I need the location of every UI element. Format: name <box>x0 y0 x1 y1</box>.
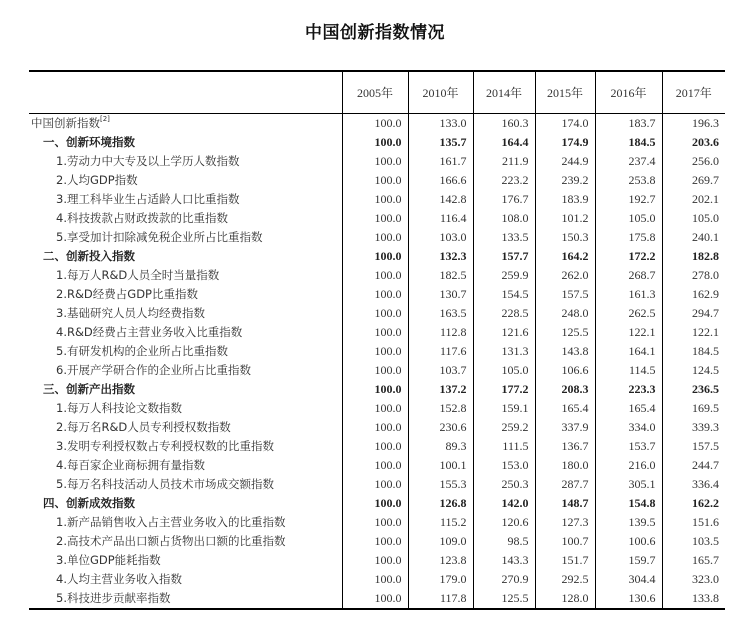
value-cell: 133.0 <box>408 114 473 134</box>
value-cell: 151.7 <box>535 551 595 570</box>
value-cell: 100.0 <box>342 380 408 399</box>
value-cell: 223.2 <box>473 171 535 190</box>
value-cell: 174.0 <box>535 114 595 134</box>
value-cell: 228.5 <box>473 304 535 323</box>
header-cell-year: 2015年 <box>535 71 595 114</box>
value-cell: 105.0 <box>595 209 662 228</box>
value-cell: 100.0 <box>342 171 408 190</box>
value-cell: 250.3 <box>473 475 535 494</box>
value-cell: 148.7 <box>535 494 595 513</box>
value-cell: 208.3 <box>535 380 595 399</box>
value-cell: 239.2 <box>535 171 595 190</box>
value-cell: 336.4 <box>662 475 725 494</box>
value-cell: 125.5 <box>473 589 535 609</box>
row-label-cell <box>29 342 342 361</box>
value-cell: 100.0 <box>342 494 408 513</box>
value-cell: 259.9 <box>473 266 535 285</box>
value-cell: 305.1 <box>595 475 662 494</box>
value-cell: 103.7 <box>408 361 473 380</box>
row-label-cell <box>29 532 342 551</box>
value-cell: 100.0 <box>342 209 408 228</box>
value-cell: 159.1 <box>473 399 535 418</box>
value-cell: 100.0 <box>342 342 408 361</box>
value-cell: 334.0 <box>595 418 662 437</box>
value-cell: 256.0 <box>662 152 725 171</box>
value-cell: 103.0 <box>408 228 473 247</box>
row-label-cell <box>29 133 342 152</box>
value-cell: 253.8 <box>595 171 662 190</box>
value-cell: 216.0 <box>595 456 662 475</box>
table-row <box>29 285 725 304</box>
value-cell: 162.9 <box>662 285 725 304</box>
value-cell: 125.5 <box>535 323 595 342</box>
value-cell: 184.5 <box>662 342 725 361</box>
row-label: 5.科技进步贡献率指数 <box>56 591 171 605</box>
value-cell: 127.3 <box>535 513 595 532</box>
value-cell: 259.2 <box>473 418 535 437</box>
value-cell: 137.2 <box>408 380 473 399</box>
value-cell: 123.8 <box>408 551 473 570</box>
value-cell: 323.0 <box>662 570 725 589</box>
value-cell: 182.8 <box>662 247 725 266</box>
table-row <box>29 323 725 342</box>
value-cell: 139.5 <box>595 513 662 532</box>
row-label: 二、创新投入指数 <box>43 249 135 263</box>
row-label: 5.有研发机构的企业所占比重指数 <box>56 344 228 358</box>
value-cell: 100.0 <box>342 152 408 171</box>
row-label: 4.每百家企业商标拥有量指数 <box>56 458 205 472</box>
value-cell: 339.3 <box>662 418 725 437</box>
value-cell: 100.0 <box>342 570 408 589</box>
value-cell: 176.7 <box>473 190 535 209</box>
value-cell: 143.8 <box>535 342 595 361</box>
row-label: 3.单位GDP能耗指数 <box>56 553 161 567</box>
table-row <box>29 475 725 494</box>
value-cell: 154.8 <box>595 494 662 513</box>
value-cell: 182.5 <box>408 266 473 285</box>
table-row-total <box>29 114 725 134</box>
header-cell-year: 2005年 <box>342 71 408 114</box>
row-label: 2.每万名R&D人员专利授权数指数 <box>56 420 231 434</box>
row-label-cell <box>29 456 342 475</box>
row-label-cell <box>29 323 342 342</box>
header-cell-year: 2010年 <box>408 71 473 114</box>
value-cell: 100.0 <box>342 399 408 418</box>
value-cell: 100.0 <box>342 589 408 609</box>
row-label: 1.新产品销售收入占主营业务收入的比重指数 <box>56 515 286 529</box>
row-label: 1.劳动力中大专及以上学历人数指数 <box>56 154 240 168</box>
value-cell: 108.0 <box>473 209 535 228</box>
value-cell: 100.0 <box>342 456 408 475</box>
table-row <box>29 361 725 380</box>
value-cell: 270.9 <box>473 570 535 589</box>
value-cell: 160.3 <box>473 114 535 134</box>
row-label-cell <box>29 399 342 418</box>
value-cell: 109.0 <box>408 532 473 551</box>
value-cell: 175.8 <box>595 228 662 247</box>
value-cell: 294.7 <box>662 304 725 323</box>
header-cell-year: 2016年 <box>595 71 662 114</box>
value-cell: 244.9 <box>535 152 595 171</box>
value-cell: 192.7 <box>595 190 662 209</box>
value-cell: 157.5 <box>662 437 725 456</box>
value-cell: 183.9 <box>535 190 595 209</box>
value-cell: 120.6 <box>473 513 535 532</box>
row-label-cell <box>29 114 342 134</box>
value-cell: 130.7 <box>408 285 473 304</box>
table-row <box>29 228 725 247</box>
row-label-cell <box>29 380 342 399</box>
value-cell: 130.6 <box>595 589 662 609</box>
row-label: 1.每万人R&D人员全时当量指数 <box>56 268 220 282</box>
table-row <box>29 266 725 285</box>
value-cell: 304.4 <box>595 570 662 589</box>
row-label-cell <box>29 589 342 609</box>
value-cell: 169.5 <box>662 399 725 418</box>
row-label: 2.高技术产品出口额占货物出口额的比重指数 <box>56 534 286 548</box>
value-cell: 237.4 <box>595 152 662 171</box>
value-cell: 114.5 <box>595 361 662 380</box>
value-cell: 157.5 <box>535 285 595 304</box>
value-cell: 159.7 <box>595 551 662 570</box>
value-cell: 117.6 <box>408 342 473 361</box>
value-cell: 128.0 <box>535 589 595 609</box>
value-cell: 269.7 <box>662 171 725 190</box>
value-cell: 100.0 <box>342 285 408 304</box>
table-row <box>29 532 725 551</box>
value-cell: 105.0 <box>473 361 535 380</box>
value-cell: 244.7 <box>662 456 725 475</box>
header-cell-year: 2017年 <box>662 71 725 114</box>
value-cell: 135.7 <box>408 133 473 152</box>
value-cell: 248.0 <box>535 304 595 323</box>
row-label-cell <box>29 190 342 209</box>
value-cell: 262.0 <box>535 266 595 285</box>
row-label: 3.理工科毕业生占适龄人口比重指数 <box>56 192 240 206</box>
table-row <box>29 171 725 190</box>
value-cell: 157.7 <box>473 247 535 266</box>
value-cell: 136.7 <box>535 437 595 456</box>
header-cell-year: 2014年 <box>473 71 535 114</box>
row-label-cell <box>29 570 342 589</box>
table-row <box>29 304 725 323</box>
value-cell: 106.6 <box>535 361 595 380</box>
value-cell: 292.5 <box>535 570 595 589</box>
value-cell: 161.7 <box>408 152 473 171</box>
value-cell: 100.0 <box>342 475 408 494</box>
row-label: 5.享受加计扣除减免税企业所占比重指数 <box>56 230 263 244</box>
table-row-category <box>29 133 725 152</box>
row-label: 1.每万人科技论文数指数 <box>56 401 182 415</box>
value-cell: 121.6 <box>473 323 535 342</box>
value-cell: 164.4 <box>473 133 535 152</box>
value-cell: 287.7 <box>535 475 595 494</box>
row-label: 2.R&D经费占GDP比重指数 <box>56 287 198 301</box>
value-cell: 166.6 <box>408 171 473 190</box>
row-label: 2.人均GDP指数 <box>56 173 138 187</box>
value-cell: 174.9 <box>535 133 595 152</box>
value-cell: 100.1 <box>408 456 473 475</box>
value-cell: 262.5 <box>595 304 662 323</box>
row-label: 4.R&D经费占主营业务收入比重指数 <box>56 325 243 339</box>
value-cell: 223.3 <box>595 380 662 399</box>
value-cell: 100.0 <box>342 266 408 285</box>
value-cell: 165.7 <box>662 551 725 570</box>
value-cell: 101.2 <box>535 209 595 228</box>
value-cell: 100.0 <box>342 532 408 551</box>
row-label-cell <box>29 304 342 323</box>
value-cell: 184.5 <box>595 133 662 152</box>
table-row <box>29 437 725 456</box>
value-cell: 100.0 <box>342 418 408 437</box>
value-cell: 105.0 <box>662 209 725 228</box>
row-label: 三、创新产出指数 <box>43 382 135 396</box>
value-cell: 122.1 <box>595 323 662 342</box>
value-cell: 150.3 <box>535 228 595 247</box>
table-row <box>29 342 725 361</box>
row-label-cell <box>29 228 342 247</box>
table-row <box>29 589 725 609</box>
row-label-cell <box>29 171 342 190</box>
row-label: 3.发明专利授权数占专利授权数的比重指数 <box>56 439 274 453</box>
table-row <box>29 570 725 589</box>
value-cell: 143.3 <box>473 551 535 570</box>
value-cell: 103.5 <box>662 532 725 551</box>
value-cell: 111.5 <box>473 437 535 456</box>
row-label-cell <box>29 494 342 513</box>
table-row <box>29 551 725 570</box>
value-cell: 98.5 <box>473 532 535 551</box>
value-cell: 132.3 <box>408 247 473 266</box>
value-cell: 151.6 <box>662 513 725 532</box>
value-cell: 133.8 <box>662 589 725 609</box>
value-cell: 230.6 <box>408 418 473 437</box>
value-cell: 117.8 <box>408 589 473 609</box>
value-cell: 100.0 <box>342 304 408 323</box>
value-cell: 202.1 <box>662 190 725 209</box>
value-cell: 126.8 <box>408 494 473 513</box>
value-cell: 278.0 <box>662 266 725 285</box>
value-cell: 196.3 <box>662 114 725 134</box>
table-row <box>29 152 725 171</box>
value-cell: 100.0 <box>342 247 408 266</box>
value-cell: 131.3 <box>473 342 535 361</box>
table-row <box>29 456 725 475</box>
row-label: 一、创新环境指数 <box>43 135 135 149</box>
table-row <box>29 190 725 209</box>
row-label: 四、创新成效指数 <box>43 496 135 510</box>
row-label-cell <box>29 247 342 266</box>
value-cell: 179.0 <box>408 570 473 589</box>
value-cell: 100.7 <box>535 532 595 551</box>
table-row-category <box>29 494 725 513</box>
page-title: 中国创新指数情况 <box>305 23 445 43</box>
row-label-cell <box>29 152 342 171</box>
row-label-cell <box>29 285 342 304</box>
row-label: 4.人均主营业务收入指数 <box>56 572 182 586</box>
table-row <box>29 399 725 418</box>
value-cell: 100.0 <box>342 551 408 570</box>
value-cell: 177.2 <box>473 380 535 399</box>
table-body <box>29 114 725 610</box>
value-cell: 124.5 <box>662 361 725 380</box>
value-cell: 183.7 <box>595 114 662 134</box>
value-cell: 165.4 <box>535 399 595 418</box>
value-cell: 100.0 <box>342 133 408 152</box>
value-cell: 152.8 <box>408 399 473 418</box>
row-label-cell <box>29 361 342 380</box>
value-cell: 133.5 <box>473 228 535 247</box>
value-cell: 164.2 <box>535 247 595 266</box>
value-cell: 162.2 <box>662 494 725 513</box>
row-label: 5.每万名科技活动人员技术市场成交额指数 <box>56 477 274 491</box>
value-cell: 180.0 <box>535 456 595 475</box>
value-cell: 172.2 <box>595 247 662 266</box>
row-label: 3.基础研究人员人均经费指数 <box>56 306 205 320</box>
value-cell: 89.3 <box>408 437 473 456</box>
row-label-cell <box>29 209 342 228</box>
row-label: 中国创新指数 <box>31 116 100 130</box>
value-cell: 100.0 <box>342 114 408 134</box>
value-cell: 165.4 <box>595 399 662 418</box>
value-cell: 116.4 <box>408 209 473 228</box>
value-cell: 155.3 <box>408 475 473 494</box>
table-row <box>29 209 725 228</box>
value-cell: 154.5 <box>473 285 535 304</box>
row-label-cell <box>29 418 342 437</box>
value-cell: 100.0 <box>342 323 408 342</box>
value-cell: 122.1 <box>662 323 725 342</box>
value-cell: 153.0 <box>473 456 535 475</box>
value-cell: 100.0 <box>342 437 408 456</box>
row-label-cell <box>29 437 342 456</box>
value-cell: 100.0 <box>342 228 408 247</box>
row-label: 6.开展产学研合作的企业所占比重指数 <box>56 363 251 377</box>
value-cell: 142.8 <box>408 190 473 209</box>
row-label-cell <box>29 266 342 285</box>
value-cell: 211.9 <box>473 152 535 171</box>
value-cell: 164.1 <box>595 342 662 361</box>
value-cell: 161.3 <box>595 285 662 304</box>
value-cell: 153.7 <box>595 437 662 456</box>
value-cell: 142.0 <box>473 494 535 513</box>
value-cell: 115.2 <box>408 513 473 532</box>
table-row <box>29 513 725 532</box>
footnote-marker: [2] <box>100 115 110 123</box>
header-cell-label <box>29 71 342 114</box>
value-cell: 240.1 <box>662 228 725 247</box>
value-cell: 268.7 <box>595 266 662 285</box>
innovation-index-table <box>29 70 725 610</box>
row-label-cell <box>29 551 342 570</box>
table-row <box>29 418 725 437</box>
value-cell: 337.9 <box>535 418 595 437</box>
table-row-category <box>29 247 725 266</box>
value-cell: 236.5 <box>662 380 725 399</box>
value-cell: 163.5 <box>408 304 473 323</box>
value-cell: 112.8 <box>408 323 473 342</box>
value-cell: 100.0 <box>342 190 408 209</box>
value-cell: 100.6 <box>595 532 662 551</box>
value-cell: 203.6 <box>662 133 725 152</box>
header-row <box>29 71 725 114</box>
table-row-category <box>29 380 725 399</box>
value-cell: 100.0 <box>342 361 408 380</box>
row-label: 4.科技拨款占财政拨款的比重指数 <box>56 211 228 225</box>
row-label-cell <box>29 475 342 494</box>
value-cell: 100.0 <box>342 513 408 532</box>
row-label-cell <box>29 513 342 532</box>
